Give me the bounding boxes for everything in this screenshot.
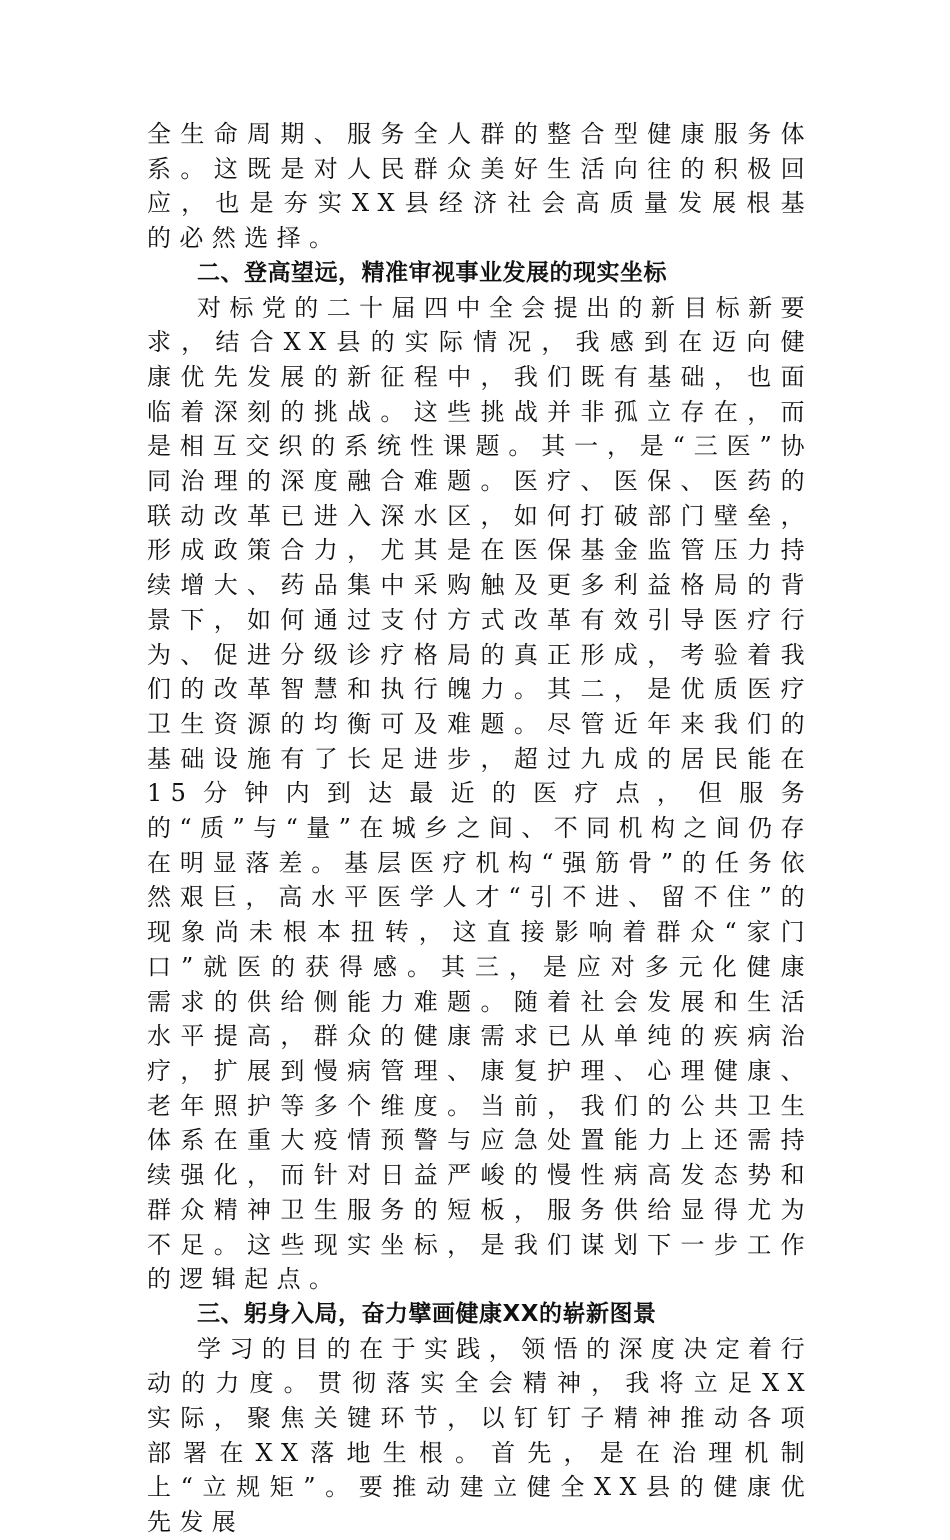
body-paragraph-practice: 学习的目的在于实践，领悟的深度决定着行动的力度。贯彻落实全会精神，我将立足XX实际，聚焦关键环节，以钉钉子精神推动各项部署在XX落地生根。首先，是在治理机制上“立规矩”。要推动建立健全XX县的健康优先发展 — [147, 1334, 813, 1537]
section-heading-3: 三、躬身入局，奋力擘画健康XX的崭新图景 — [197, 1300, 657, 1327]
body-paragraph-challenges: 对标党的二十届四中全会提出的新目标新要求，结合XX县的实际情况，我感到在迈向健康优先发展的新征程中，我们既有基础，也面临着深刻的挑战。这些挑战并非孤立存在，而是相互交织的系统性课题。其一，是“三医”协同治理的深度融合难题。医疗、医保、医药的联动改革已进入深水区，如何打破部门壁垒，形成政策合力，尤其是在医保基金监管压力持续增大、药品集中采购触及更多利益格局的背景下，如何通过支付方式改革有效引导医疗行为、促进分级诊疗格局的真正形成，考验着我们的改革智慧和执行魄力。其二，是优质医疗卫生资源的均衡可及难题。尽管近年来我们的基础设施有了长足进步，超过九成的居民能在15分钟内到达最近的医疗点，但服务的“质”与“量”在城乡之间、不同机构之间仍存在明显落差。基层医疗机构“强筋骨”的任务依然艰巨，高水平医学人才“引不进、留不住”的现象尚未根本扭转，这直接影响着群众“家门口”就医的获得感。其三，是应对多元化健康需求的供给侧能力难题。随着社会发展和生活水平提高，群众的健康需求已从单纯的疾病治疗，扩展到慢病管理、康复护理、心理健康、老年照护等多个维度。当前，我们的公共卫生体系在重大疫情预警与应急处置能力上还需持续强化，而针对日益严峻的慢性病高发态势和群众精神卫生服务的短板，服务供给显得尤为不足。这些现实坐标，是我们谋划下一步工作的逻辑起点。 — [147, 293, 813, 1294]
document-page — [147, 117, 813, 1540]
section-heading-2: 二、登高望远，精准审视事业发展的现实坐标 — [197, 259, 667, 286]
body-paragraph-continuation: 全生命周期、服务全人群的整合型健康服务体系。这既是对人民群众美好生活向往的积极回应，也是夯实XX县经济社会高质量发展根基的必然选择。 — [147, 120, 813, 253]
